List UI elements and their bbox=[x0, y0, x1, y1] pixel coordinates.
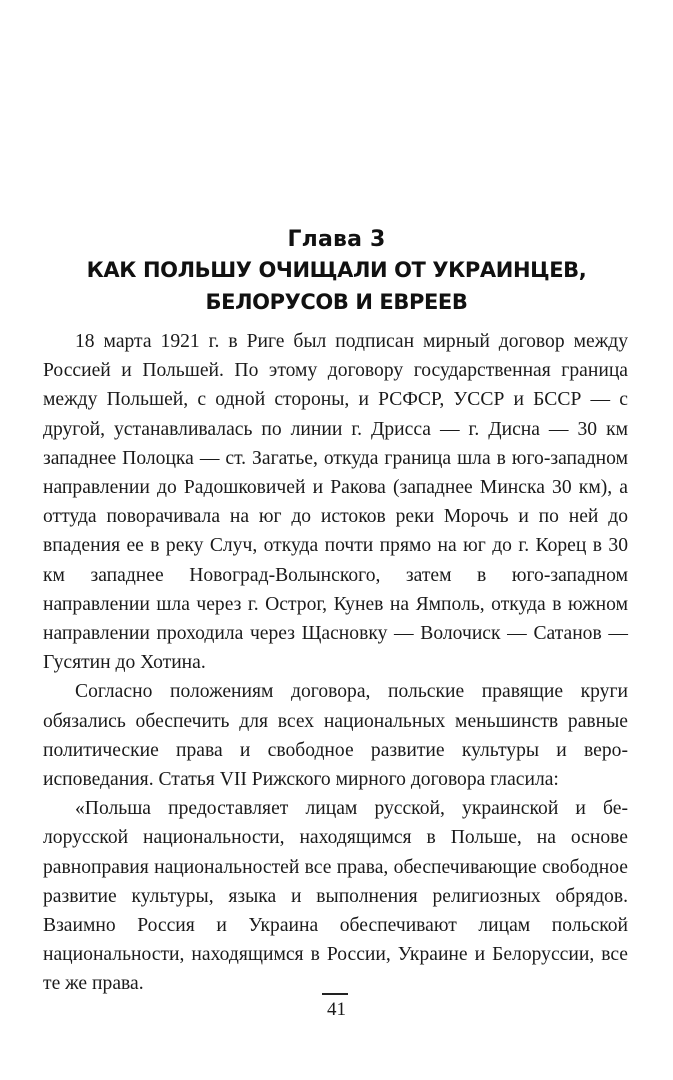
paragraph-article-quote: «Польша предоставляет лицам русской, украинской и белорусской национальности, находящимся в Польше, на основе равноправия национальностей все права, обеспечивающие свободное развитие культуры, языка и выполнения религиозных обрядов. Взаимно Россия и Украина обеспечивают лицам польской национальности, находящимся в России, Украине и Белоруссии, все те же права. bbox=[43, 798, 628, 995]
chapter-title-line-1: КАК ПОЛЬШУ ОЧИЩАЛИ ОТ УКРАИНЦЕВ, bbox=[86, 258, 587, 282]
chapter-header bbox=[40, 226, 633, 318]
body-text bbox=[43, 327, 628, 999]
paragraph-treaty: 18 марта 1921 г. в Риге был подписан мирный договор между Россией и Польшей. По этому договору государственная граница между Польшей, с одной стороны, и РСФСР, УССР и БССР — с другой, устанавливалась по линии г. Дрисса — г. Дисна — 30 км западнее Полоцка — ст. Загатье, откуда граница шла в юго-западном направлении до Радошковичей и Ракова (западнее Минска 30 км), а оттуда поворачивала на юг до истоков реки Морочь и по ней до впадения ее в реку Случ, откуда почти прямо на юг до г. Корец в 30 км западнее Новоград-Волынского, затем в юго-западном направлении шла через г. Острог, Кунев на Ямполь, откуда в южном направлении проходила через Щасновку — Волочиск — Сатанов — Гусятин до Хотина. bbox=[43, 331, 628, 674]
chapter-label: Глава 3 bbox=[287, 227, 386, 252]
page-number-rule bbox=[322, 993, 348, 995]
paragraph-obligations: Согласно положениям договора, польские правящие круги обязались обеспечить для всех национальных меньшинств равные политические права и свободное развитие культуры и вероисповедания. Статья VII Рижского мирного договора гласила: bbox=[43, 681, 628, 791]
chapter-title-line-2: БЕЛОРУСОВ И ЕВРЕЕВ bbox=[205, 290, 468, 314]
page-number: 41 bbox=[327, 999, 346, 1020]
